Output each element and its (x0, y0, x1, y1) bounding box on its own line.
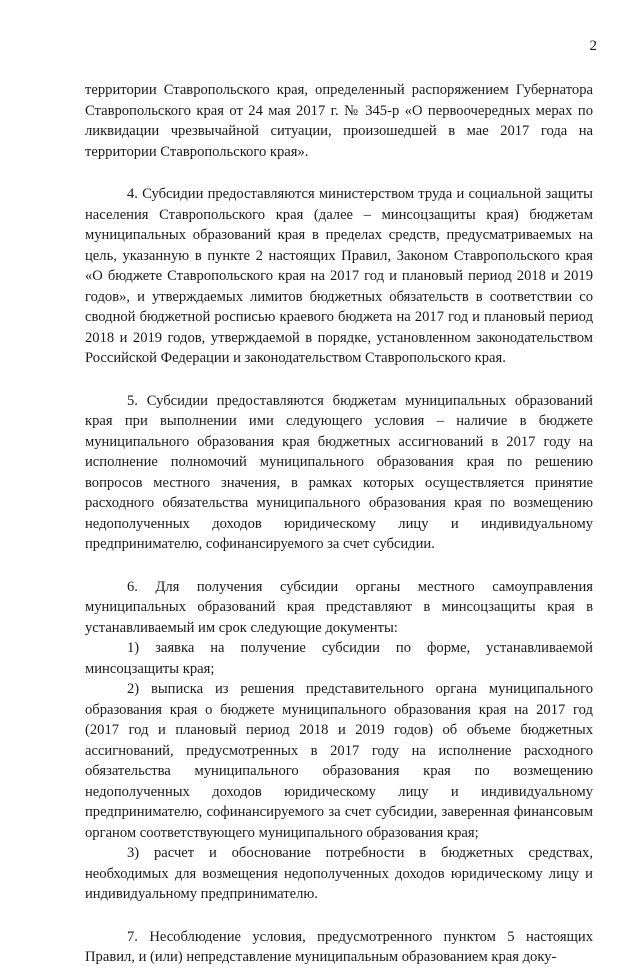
paragraph-6-item-3: 3) расчет и обоснование потребности в бюджетных средствах, необходимых для возмещения недополученных доходов юридическому лицу и индивидуальному предпринимателю. (85, 845, 593, 902)
paragraph-intro: территории Ставропольского края, определенный распоряжением Губернатора Ставропольского края от 24 мая 2017 г. № 345-р «О первоочередных мерах по ликвидации чрезвычайной ситуации, произошедшей в мае 2017 года на территории Ставропольского края». (85, 82, 593, 160)
document-body (85, 80, 593, 968)
paragraph-4: 4. Субсидии предоставляются министерством труда и социальной защиты населения Ставропольского края (далее – минсоцзащиты края) бюджетам муниципальных образований края в пределах средств, предусматриваемых на цель, указанную в пункте 2 настоящих Правил, Законом Ставропольского края «О бюджете Ставропольского края на 2017 год и плановый период 2018 и 2019 годов», и утверждаемых лимитов бюджетных обязательств в соответствии со сводной бюджетной росписью краевого бюджета на 2017 год и плановый период 2018 и 2019 годов, утверждаемой в порядке, установленном законодательством Российской Федерации и законодательством Ставропольского края. (85, 186, 593, 366)
paragraph-7: 7. Несоблюдение условия, предусмотренного пунктом 5 настоящих Правил, и (или) непредставление муниципальным образованием края доку- (85, 928, 593, 965)
paragraph-6-item-1: 1) заявка на получение субсидии по форме, устанавливаемой минсоцзащиты края; (85, 640, 593, 677)
page-number: 2 (589, 38, 597, 54)
paragraph-6-item-2: 2) выписка из решения представительного органа муниципального образования края о бюджете муниципального образования края на 2017 год (2017 год и плановый период 2018 и 2019 годов) об объеме бюджетных ассигнований, предусмотренных в 2017 году на исполнение расходного обязательства муниципального образования края по возмещению недополученных доходов юридическому лицу и индивидуальному предпринимателю, софинансируемого за счет субсидии, заверенная финансовым органом соответствующего муниципального образования края; (85, 681, 593, 841)
paragraph-5: 5. Субсидии предоставляются бюджетам муниципальных образований края при выполнении ими следующего условия – наличие в бюджете муниципального образования края бюджетных ассигнований в 2017 году на исполнение полномочий муниципального образования края по решению вопросов местного значения, в рамках которых осуществляется принятие расходного обязательства муниципального образования края по возмещению недополученных доходов юридическому лицу и индивидуальному предпринимателю, софинансируемого за счет субсидии. (85, 392, 593, 552)
paragraph-6: 6. Для получения субсидии органы местного самоуправления муниципальных образований края представляют в минсоцзащиты края в устанавливаемый им срок следующие документы: (85, 578, 593, 636)
